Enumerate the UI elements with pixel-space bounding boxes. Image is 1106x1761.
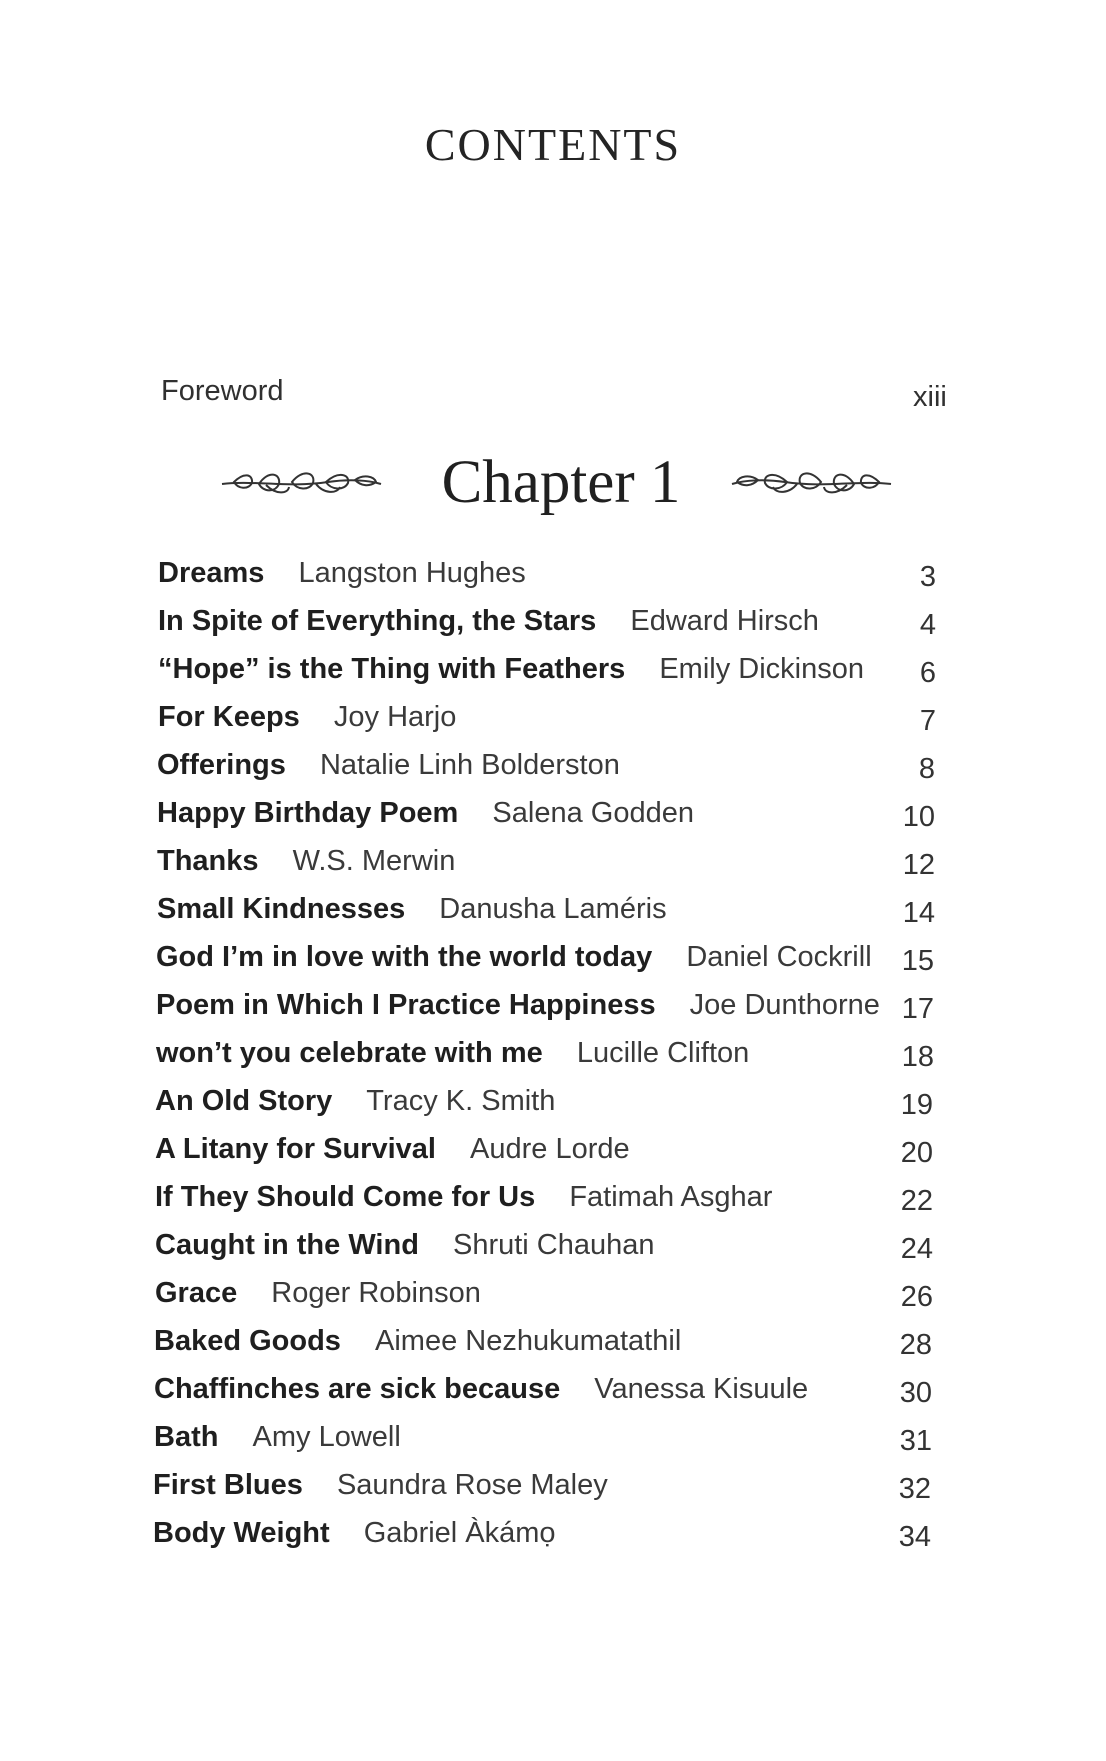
toc-entry <box>156 937 956 977</box>
poem-title: Body Weight <box>153 1517 330 1549</box>
toc-entry <box>158 601 958 641</box>
poet-name: Tracy K. Smith <box>366 1085 556 1117</box>
poem-title: won’t you celebrate with me <box>156 1037 543 1069</box>
toc-entry <box>156 985 956 1025</box>
page-number: 24 <box>900 1233 933 1265</box>
toc-entry <box>158 697 958 737</box>
poem-title: Dreams <box>158 557 265 589</box>
page-number: 3 <box>919 561 936 593</box>
poet-name: Salena Godden <box>492 797 694 829</box>
poet-name: Langston Hughes <box>298 557 526 589</box>
toc-entry <box>154 1417 954 1457</box>
poem-title: Offerings <box>157 749 286 781</box>
page-number: 22 <box>900 1185 933 1217</box>
poem-title: Grace <box>155 1277 238 1309</box>
page-number: 26 <box>900 1281 933 1313</box>
poem-title: Small Kindnesses <box>157 893 406 925</box>
poem-title: Thanks <box>157 845 259 877</box>
poet-name: Gabriel Àkámọ <box>363 1517 556 1549</box>
toc-entry <box>155 1177 955 1217</box>
poem-title: Bath <box>154 1421 219 1453</box>
page-number: 4 <box>919 609 936 641</box>
foreword-label: Foreword <box>161 375 284 407</box>
toc-entry <box>154 1321 954 1361</box>
poem-title: Happy Birthday Poem <box>157 797 459 829</box>
toc-entry <box>153 1513 953 1553</box>
toc-entry <box>158 649 958 689</box>
poet-name: Joy Harjo <box>333 701 457 733</box>
poet-name: Lucille Clifton <box>576 1037 750 1069</box>
page-number: 19 <box>900 1089 933 1121</box>
toc-entry <box>158 553 958 593</box>
poem-title: For Keeps <box>158 701 300 733</box>
toc-entry <box>153 1465 953 1505</box>
toc-entry <box>157 841 957 881</box>
poem-title: Caught in the Wind <box>155 1229 419 1261</box>
page-number: 10 <box>902 801 935 833</box>
poet-name: Joe Dunthorne <box>689 989 880 1021</box>
page-number: 28 <box>899 1329 932 1361</box>
page-number: 17 <box>901 993 934 1025</box>
poet-name: Shruti Chauhan <box>452 1229 655 1261</box>
toc-entry <box>155 1129 955 1169</box>
page-number: 12 <box>902 849 935 881</box>
toc-entry <box>155 1081 955 1121</box>
page-number: 15 <box>901 945 934 977</box>
poem-title: A Litany for Survival <box>155 1133 436 1165</box>
poet-name: Aimee Nezhukumatathil <box>375 1325 682 1357</box>
chapter-title: Chapter 1 <box>441 449 681 516</box>
foreword-page-number: xiii <box>913 381 947 413</box>
toc-entry <box>155 1225 955 1265</box>
page-number: 30 <box>899 1377 932 1409</box>
poem-title: Baked Goods <box>154 1325 341 1357</box>
toc-entry <box>156 1033 956 1073</box>
poet-name: Audre Lorde <box>470 1133 630 1165</box>
poet-name: Daniel Cockrill <box>686 941 872 973</box>
poet-name: Edward Hirsch <box>630 605 819 637</box>
page-number: 6 <box>919 657 936 689</box>
page-number: 34 <box>898 1521 931 1553</box>
page-number: 32 <box>898 1473 931 1505</box>
toc-entry <box>154 1369 954 1409</box>
poem-title: First Blues <box>153 1469 303 1501</box>
poem-title: Chaffinches are sick because <box>154 1373 561 1405</box>
page-number: 31 <box>899 1425 932 1457</box>
poem-title: In Spite of Everything, the Stars <box>158 605 597 637</box>
poet-name: Fatimah Asghar <box>569 1181 773 1213</box>
poet-name: Emily Dickinson <box>659 653 864 685</box>
page-number: 7 <box>919 705 936 737</box>
poem-title: An Old Story <box>155 1085 333 1117</box>
poet-name: Amy Lowell <box>252 1421 401 1453</box>
toc-entry <box>155 1273 955 1313</box>
toc-entry <box>157 793 957 833</box>
page-number: 18 <box>901 1041 934 1073</box>
page-number: 8 <box>918 753 935 785</box>
poem-title: “Hope” is the Thing with Feathers <box>158 653 626 685</box>
poem-title: If They Should Come for Us <box>155 1181 536 1213</box>
poem-title: Poem in Which I Practice Happiness <box>156 989 656 1021</box>
poet-name: W.S. Merwin <box>292 845 456 877</box>
page-title: CONTENTS <box>424 119 682 170</box>
poet-name: Natalie Linh Bolderston <box>319 749 620 781</box>
page-number: 14 <box>902 897 935 929</box>
poem-title: God I’m in love with the world today <box>156 941 653 973</box>
poet-name: Danusha Laméris <box>439 893 667 925</box>
poet-name: Roger Robinson <box>271 1277 481 1309</box>
toc-entry <box>157 889 957 929</box>
page-number: 20 <box>900 1137 933 1169</box>
poet-name: Vanessa Kisuule <box>594 1373 809 1405</box>
poet-name: Saundra Rose Maley <box>336 1469 608 1501</box>
toc-entry <box>157 745 957 785</box>
